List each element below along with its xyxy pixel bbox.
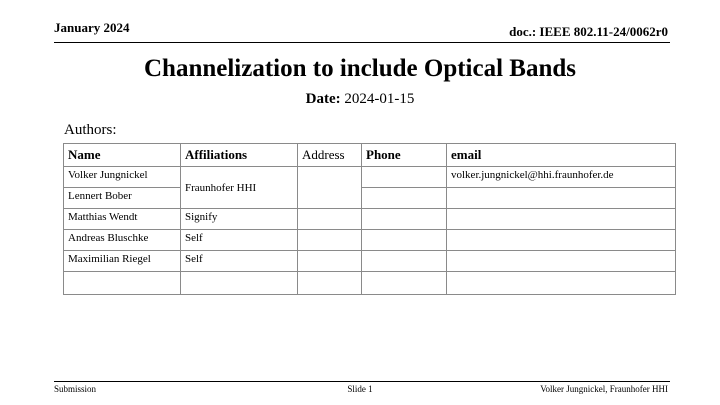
header-doc-id: doc.: IEEE 802.11-24/0062r0 [509, 24, 668, 39]
table-row [64, 209, 676, 230]
cell-phone [362, 188, 447, 209]
cell-address [298, 209, 362, 230]
cell-address [298, 251, 362, 272]
cell-email [447, 251, 676, 272]
column-header-email: email [447, 144, 676, 167]
footer-divider [54, 381, 670, 382]
cell-name: Maximilian Riegel [64, 251, 181, 272]
cell-affiliation: Fraunhofer HHI [181, 167, 298, 209]
table-header-row [64, 144, 676, 167]
date-value: 2024-01-15 [344, 91, 415, 107]
table-row [64, 272, 676, 295]
cell-phone [362, 230, 447, 251]
cell-affiliation: Self [181, 251, 298, 272]
cell-address [298, 230, 362, 251]
table-row [64, 251, 676, 272]
cell-address [298, 272, 362, 295]
cell-affiliation: Signify [181, 209, 298, 230]
table-row [64, 230, 676, 251]
slide-title: Channelization to include Optical Bands [143, 55, 577, 82]
cell-name: Lennert Bober [64, 188, 181, 209]
column-header-phone: Phone [362, 144, 447, 167]
cell-email [447, 209, 676, 230]
footer-slide-number: Slide 1 [347, 384, 373, 394]
cell-affiliation: Self [181, 230, 298, 251]
table-row [64, 167, 676, 188]
cell-address [298, 167, 362, 209]
cell-email [447, 188, 676, 209]
cell-name: Matthias Wendt [64, 209, 181, 230]
header-divider [54, 42, 670, 43]
cell-phone [362, 251, 447, 272]
header-date: January 2024 [54, 20, 130, 35]
cell-affiliation [181, 272, 298, 295]
cell-name: Volker Jungnickel [64, 167, 181, 188]
authors-label: Authors: [64, 122, 117, 138]
cell-phone [362, 272, 447, 295]
cell-email: volker.jungnickel@hhi.fraunhofer.de [447, 167, 676, 188]
date-line [0, 91, 720, 108]
authors-table [63, 143, 676, 295]
footer-author: Volker Jungnickel, Fraunhofer HHI [540, 384, 668, 394]
date-label: Date: [305, 91, 341, 107]
table-row [64, 188, 676, 209]
cell-name [64, 272, 181, 295]
column-header-address: Address [298, 144, 362, 167]
cell-phone [362, 167, 447, 188]
footer-submission: Submission [54, 384, 97, 394]
cell-phone [362, 209, 447, 230]
column-header-affiliations: Affiliations [181, 144, 298, 167]
cell-name: Andreas Bluschke [64, 230, 181, 251]
column-header-name: Name [64, 144, 181, 167]
cell-email [447, 272, 676, 295]
cell-email [447, 230, 676, 251]
